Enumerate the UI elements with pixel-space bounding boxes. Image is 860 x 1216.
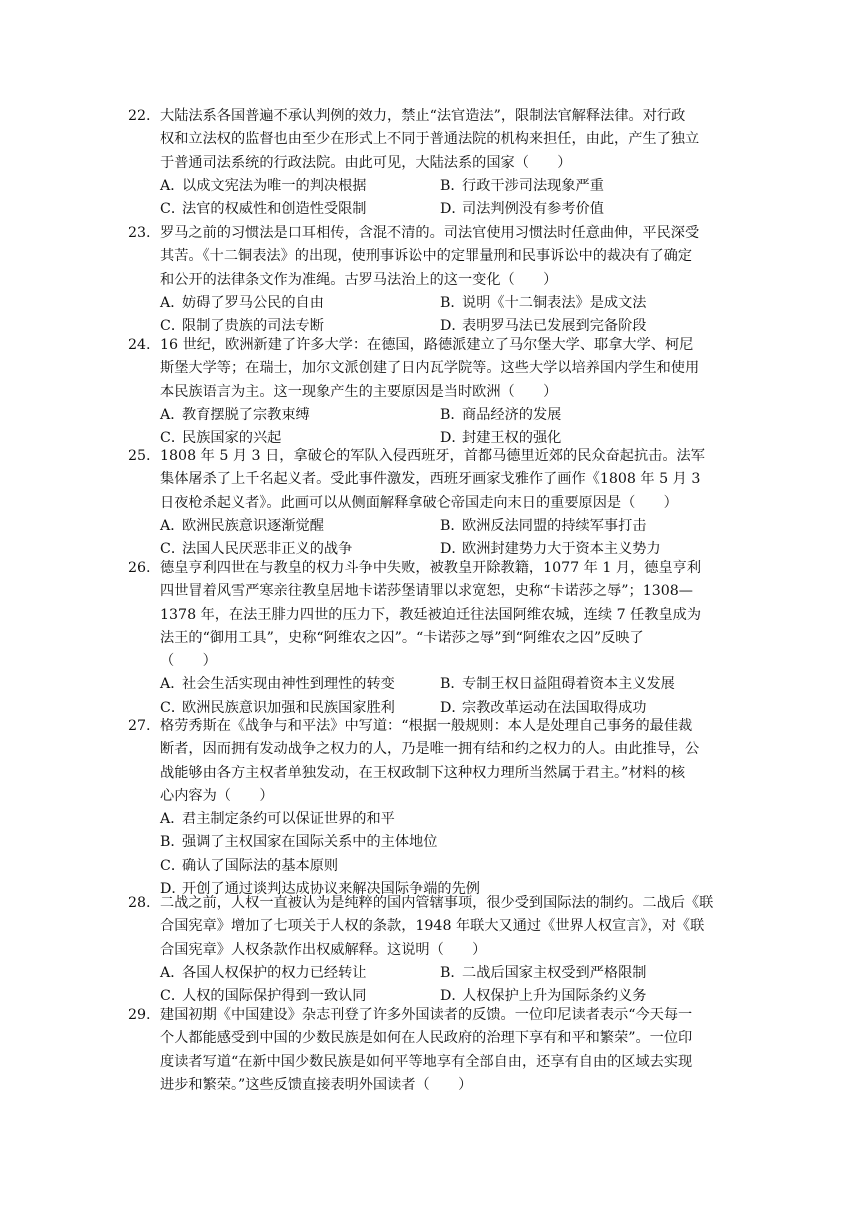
question-line bbox=[128, 627, 738, 650]
question-text: 战能够由各方主权者单独发动，在王权政制下这种权力理所当然属于君主。”材料的核 bbox=[160, 764, 686, 781]
option-letter: B． bbox=[440, 676, 465, 693]
option-a[interactable] bbox=[160, 404, 310, 427]
option-letter: C． bbox=[160, 988, 186, 1005]
option-text: 法官的权威性和创造性受限制 bbox=[182, 201, 367, 218]
question-text: 二战之前，人权一直被认为是纯粹的国内管辖事项，很少受到国际法的制约。二战后《联 bbox=[160, 895, 714, 911]
question-number: 23. bbox=[128, 225, 151, 241]
option-letter: B． bbox=[440, 294, 465, 311]
question-number: 28. bbox=[128, 895, 151, 911]
question-line bbox=[128, 357, 738, 380]
question-text: 大陆法系各国普遍不承认判例的效力，禁止“法官造法”，限制法官解释法律。对行政 bbox=[160, 108, 686, 124]
option-letter: D． bbox=[440, 699, 466, 716]
question-line bbox=[128, 468, 738, 491]
option-letter: A． bbox=[160, 177, 185, 194]
question-number: 24. bbox=[128, 337, 151, 353]
options-row bbox=[128, 808, 738, 831]
question-number: 25. bbox=[128, 448, 151, 464]
option-b[interactable] bbox=[440, 962, 646, 985]
option-letter: C． bbox=[160, 318, 186, 335]
question-number: 22. bbox=[128, 108, 151, 124]
option-letter: C． bbox=[160, 541, 186, 558]
option-text: 二战后国家主权受到严格限制 bbox=[462, 964, 647, 981]
option-letter: A． bbox=[160, 406, 185, 423]
option-text: 欧洲封建势力大于资本主义势力 bbox=[462, 541, 661, 558]
options-row bbox=[128, 292, 738, 315]
option-b[interactable] bbox=[440, 175, 604, 198]
question-line bbox=[128, 580, 738, 603]
question-text: 心内容为（ ） bbox=[160, 787, 274, 804]
option-letter: D． bbox=[160, 881, 186, 898]
option-text: 人权的国际保护得到一致认同 bbox=[182, 988, 367, 1005]
option-b[interactable] bbox=[440, 673, 675, 696]
option-a[interactable] bbox=[160, 808, 395, 831]
option-text: 说明《十二铜表法》是成文法 bbox=[462, 294, 647, 311]
option-letter: A． bbox=[160, 294, 185, 311]
question-text: （ ） bbox=[160, 653, 217, 670]
question-line bbox=[128, 269, 738, 292]
option-a[interactable] bbox=[160, 292, 324, 315]
option-letter: C． bbox=[160, 699, 186, 716]
option-letter: D． bbox=[440, 541, 466, 558]
question-text: 日夜枪杀起义者》。此画可以从侧面解释拿破仑帝国走向末日的重要原因是（ ） bbox=[160, 494, 678, 511]
option-letter: D． bbox=[440, 988, 466, 1005]
question-line bbox=[128, 650, 738, 673]
option-letter: A． bbox=[160, 676, 185, 693]
option-text: 商品经济的发展 bbox=[462, 406, 562, 423]
question-line bbox=[128, 915, 738, 938]
question-text: 16 世纪，欧洲新建了许多大学：在德国，路德派建立了马尔堡大学、耶拿大学、柯尼 bbox=[160, 337, 694, 353]
option-letter: A． bbox=[160, 964, 185, 981]
question-text: 本民族语言为主。这一现象产生的主要原因是当时欧洲（ ） bbox=[160, 383, 558, 400]
option-text: 限制了贵族的司法专断 bbox=[182, 318, 324, 335]
option-text: 司法判例没有参考价值 bbox=[462, 201, 604, 218]
question-line bbox=[128, 604, 738, 627]
question-22 bbox=[128, 105, 738, 221]
option-text: 教育摆脱了宗教束缚 bbox=[182, 406, 310, 423]
question-line bbox=[128, 1004, 738, 1027]
options-row bbox=[128, 515, 738, 538]
question-line bbox=[128, 892, 738, 915]
option-text: 欧洲民族意识逐渐觉醒 bbox=[182, 517, 324, 534]
option-letter: C． bbox=[160, 201, 186, 218]
question-29 bbox=[128, 1004, 738, 1097]
option-text: 以成文宪法为唯一的判决根据 bbox=[182, 177, 367, 194]
option-b[interactable] bbox=[160, 831, 437, 854]
option-text: 宗教改革运动在法国取得成功 bbox=[462, 699, 647, 716]
question-line bbox=[128, 1074, 738, 1097]
question-number: 29. bbox=[128, 1007, 151, 1023]
question-line bbox=[128, 1051, 738, 1074]
option-text: 欧洲反法同盟的持续军事打击 bbox=[462, 517, 647, 534]
question-text: 合国宪章》增加了七项关于人权的条款，1948 年联大又通过《世界人权宣言》，对《联 bbox=[160, 918, 705, 935]
question-line bbox=[128, 245, 738, 268]
question-text: 罗马之前的习惯法是口耳相传，含混不清的。司法官使用习惯法时任意曲伸，平民深受 bbox=[160, 225, 700, 241]
question-text: 于普通司法系统的行政法院。由此可见，大陆法系的国家（ ） bbox=[160, 154, 572, 171]
question-number: 26. bbox=[128, 560, 151, 576]
option-text: 民族国家的兴起 bbox=[182, 430, 282, 447]
option-d[interactable] bbox=[440, 198, 604, 221]
question-line bbox=[128, 715, 738, 738]
question-text: 权和立法权的监督也由至少在形式上不同于普通法院的机构来担任，由此，产生了独立 bbox=[160, 131, 700, 148]
options-row bbox=[128, 175, 738, 198]
option-letter: B． bbox=[440, 406, 465, 423]
option-text: 开创了通过谈判达成协议来解决国际争端的先例 bbox=[182, 881, 480, 898]
question-text: 进步和繁荣。”这些反馈直接表明外国读者（ ） bbox=[160, 1076, 473, 1093]
option-c[interactable] bbox=[160, 198, 366, 221]
question-text: 度读者写道“在新中国少数民族是如何平等地享有全部自由，还享有自由的区域去实现 bbox=[160, 1053, 693, 1070]
question-line bbox=[128, 152, 738, 175]
option-text: 确认了国际法的基本原则 bbox=[182, 857, 339, 874]
question-28 bbox=[128, 892, 738, 1008]
question-text: 断者，因而拥有发动战争之权力的人，乃是唯一拥有结和约之权力的人。由此推导，公 bbox=[160, 741, 700, 758]
question-line bbox=[128, 785, 738, 808]
option-text: 强调了主权国家在国际关系中的主体地位 bbox=[182, 834, 438, 851]
question-line bbox=[128, 738, 738, 761]
option-letter: A． bbox=[160, 517, 185, 534]
option-a[interactable] bbox=[160, 515, 324, 538]
option-text: 封建王权的强化 bbox=[462, 430, 562, 447]
options-row bbox=[128, 962, 738, 985]
question-25 bbox=[128, 445, 738, 561]
question-27 bbox=[128, 715, 738, 901]
question-text: 德皇亨利四世在与教皇的权力斗争中失败，被教皇开除教籍，1077 年 1 月，德皇亨利 bbox=[160, 560, 702, 576]
option-a[interactable] bbox=[160, 175, 366, 198]
question-line bbox=[128, 492, 738, 515]
question-number: 27. bbox=[128, 718, 151, 734]
question-text: 个人都能感受到中国的少数民族是如何在人民政府的治理下享有和平和繁荣”。一位印 bbox=[160, 1030, 693, 1047]
option-letter: A． bbox=[160, 811, 185, 828]
question-text: 法王的“御用工具”，史称“阿维农之囚”。“卡诺莎之辱”到“阿维农之囚”反映了 bbox=[160, 629, 644, 646]
option-text: 行政干涉司法现象严重 bbox=[462, 177, 604, 194]
option-b[interactable] bbox=[440, 292, 646, 315]
option-text: 君主制定条约可以保证世界的和平 bbox=[182, 811, 395, 828]
option-letter: B． bbox=[440, 177, 465, 194]
option-a[interactable] bbox=[160, 673, 395, 696]
question-line bbox=[128, 105, 738, 128]
option-a[interactable] bbox=[160, 962, 366, 985]
question-text: 和公开的法律条文作为准绳。古罗马法治上的这一变化（ ） bbox=[160, 271, 558, 288]
question-line bbox=[128, 128, 738, 151]
question-line bbox=[128, 939, 738, 962]
option-b[interactable] bbox=[440, 515, 646, 538]
question-line bbox=[128, 334, 738, 357]
options-row bbox=[128, 831, 738, 854]
option-text: 人权保护上升为国际条约义务 bbox=[462, 988, 647, 1005]
question-line bbox=[128, 1027, 738, 1050]
question-text: 其苦。《十二铜表法》的出现，使刑事诉讼中的定罪量刑和民事诉讼中的裁决有了确定 bbox=[160, 248, 693, 265]
question-24 bbox=[128, 334, 738, 450]
option-letter: D． bbox=[440, 201, 466, 218]
question-line bbox=[128, 445, 738, 468]
question-23 bbox=[128, 222, 738, 338]
question-text: 1378 年，在法王腓力四世的压力下，教廷被迫迁往法国阿维农城，连续 7 任教皇成为 bbox=[160, 606, 702, 623]
question-text: 集体屠杀了上千名起义者。受此事件激发，西班牙画家戈雅作了画作《1808 年 5 月 3 bbox=[160, 471, 701, 488]
question-line bbox=[128, 381, 738, 404]
option-letter: D． bbox=[440, 430, 466, 447]
option-text: 专制王权日益阻碍着资本主义发展 bbox=[462, 676, 675, 693]
question-line bbox=[128, 762, 738, 785]
question-text: 斯堡大学等；在瑞士，加尔文派创建了日内瓦学院等。这些大学以培养国内学生和使用 bbox=[160, 360, 700, 377]
option-letter: B． bbox=[160, 834, 185, 851]
option-b[interactable] bbox=[440, 404, 561, 427]
question-26 bbox=[128, 557, 738, 720]
question-text: 四世冒着风雪严寒亲往教皇居地卡诺莎堡请罪以求宽恕，史称“卡诺莎之辱”；1308— bbox=[160, 583, 693, 600]
option-text: 表明罗马法已发展到完备阶段 bbox=[462, 318, 647, 335]
option-text: 法国人民厌恶非正义的战争 bbox=[182, 541, 353, 558]
option-text: 妨碍了罗马公民的自由 bbox=[182, 294, 324, 311]
option-letter: C． bbox=[160, 857, 186, 874]
question-line bbox=[128, 222, 738, 245]
question-text: 格劳秀斯在《战争与和平法》中写道：“根据一般规则：本人是处理自己事务的最佳裁 bbox=[160, 718, 693, 734]
option-letter: B． bbox=[440, 964, 465, 981]
options-row bbox=[128, 673, 738, 696]
option-letter: B． bbox=[440, 517, 465, 534]
option-text: 各国人权保护的权力已经转让 bbox=[182, 964, 367, 981]
option-letter: C． bbox=[160, 430, 186, 447]
options-row bbox=[128, 198, 738, 221]
option-text: 社会生活实现由神性到理性的转变 bbox=[182, 676, 395, 693]
question-text: 合国宪章》人权条款作出权威解释。这说明（ ） bbox=[160, 941, 487, 958]
option-text: 欧洲民族意识加强和民族国家胜利 bbox=[182, 699, 395, 716]
question-text: 建国初期《中国建设》杂志刊登了许多外国读者的反馈。一位印尼读者表示“今天每一 bbox=[160, 1007, 693, 1023]
question-line bbox=[128, 557, 738, 580]
question-text: 1808 年 5 月 3 日，拿破仑的军队入侵西班牙，首都马德里近郊的民众奋起抗击。法军 bbox=[160, 448, 705, 464]
options-row bbox=[128, 855, 738, 878]
option-c[interactable] bbox=[160, 855, 338, 878]
option-letter: D． bbox=[440, 318, 466, 335]
options-row bbox=[128, 404, 738, 427]
